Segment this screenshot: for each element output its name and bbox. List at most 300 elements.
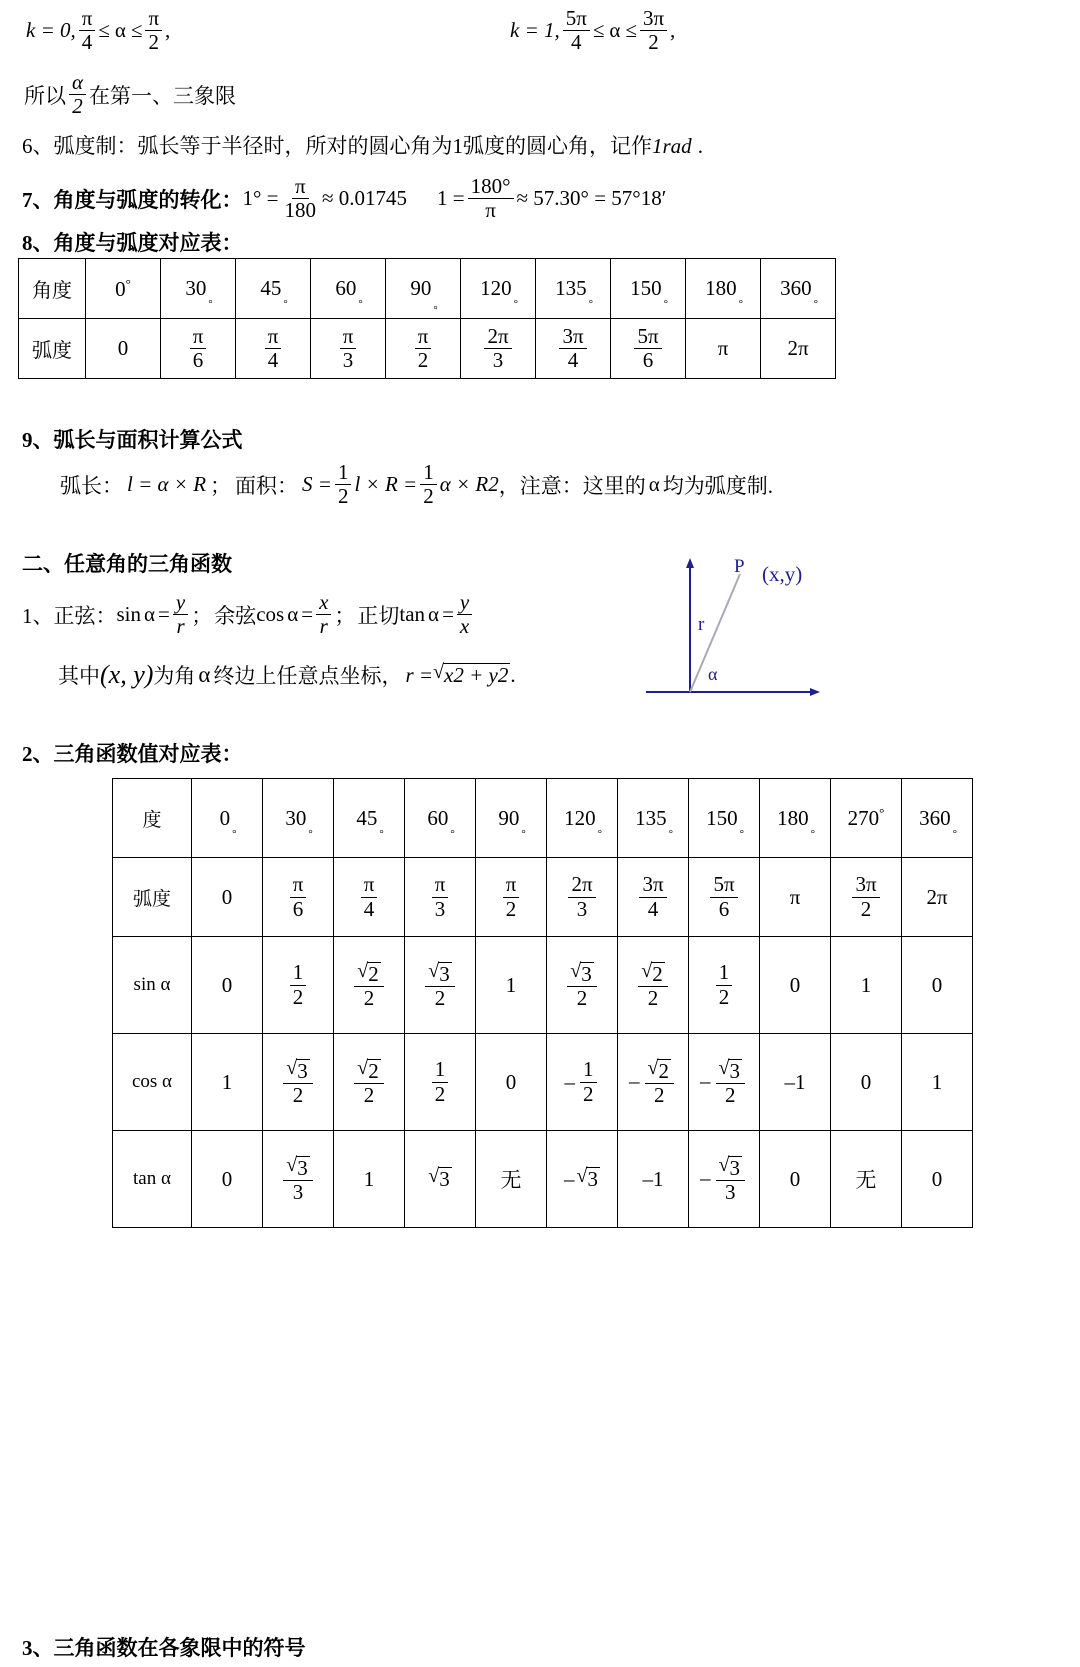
degree-symbol: ° (433, 304, 438, 316)
point-alpha: α (198, 662, 211, 687)
degree-value: $0^\circ$ (219, 805, 237, 840)
area-tail: α × R2 (439, 472, 499, 497)
table-cell (618, 779, 689, 858)
item-6-period: . (697, 134, 703, 158)
table-cell (547, 858, 618, 937)
fraction: $\frac{1}{2}$ (432, 1059, 449, 1105)
table-cell (236, 259, 311, 319)
math-value (429, 1059, 452, 1105)
table-cell (686, 319, 761, 379)
degree-value: $120^\circ$ (564, 805, 602, 840)
rel-le-2: ≤ (130, 18, 143, 43)
square-root: √ 3 (428, 960, 450, 987)
trig-point-definition (58, 660, 516, 690)
minus-sign: – (564, 1166, 575, 1191)
sin-alpha: α (144, 602, 156, 627)
item-2-heading: 2、三角函数值对应表： (22, 742, 243, 766)
item-6-text: 6、弧度制：弧长等于半径时，所对的圆心角为1弧度的圆心角，记作 (22, 134, 652, 158)
plain-value: 0 (505, 1069, 517, 1094)
plain-value: 1 (363, 1166, 375, 1191)
table-cell (161, 319, 236, 379)
math-value (790, 885, 801, 910)
degree-value: $30^\circ$ (285, 805, 313, 840)
table-row-radian (113, 858, 973, 937)
rel-le-1: ≤ (98, 18, 110, 43)
item-6-math: 1rad (652, 134, 692, 158)
table-cell (263, 1131, 334, 1228)
table-cell (760, 858, 831, 937)
table-cell (689, 858, 760, 937)
eq-2: = (301, 602, 314, 627)
degree-value: $180^\circ$ (777, 805, 815, 840)
math-value (428, 1167, 451, 1190)
fraction: $\frac{1}{2}$ (580, 1059, 597, 1105)
fraction: √ 2 2 (354, 960, 383, 1009)
fraction: $\frac{\pi}{4}$ (265, 326, 282, 372)
table-cell (902, 1034, 973, 1131)
fraction: √ 3 2 (567, 960, 596, 1009)
fraction: √ 2 2 (638, 960, 667, 1009)
table-cell (405, 858, 476, 937)
math-value (564, 960, 599, 1009)
fraction: √ 2 2 (354, 1057, 383, 1106)
table-cell (760, 1131, 831, 1228)
table-cell (902, 937, 973, 1034)
math-value (564, 1167, 600, 1192)
fraction: $\frac{3\pi}{4}$ (559, 326, 586, 372)
area-mid: l × R = (354, 472, 418, 497)
degree-symbol: ° (125, 275, 131, 291)
arc-length-formula: l = α × R (127, 472, 207, 497)
table-cell (902, 1131, 973, 1228)
row-label-radian: 弧度 (113, 858, 192, 937)
fraction: $\frac{\pi}{3}$ (432, 874, 449, 920)
degree-value: $180^\circ$ (705, 276, 743, 310)
x-axis-arrow (810, 688, 820, 696)
fraction: $\frac{2\pi}{3}$ (568, 874, 595, 920)
plain-value: 无 (855, 1168, 877, 1192)
fraction-3pi-over-2: $\frac{3\pi}{2}$ (640, 8, 667, 54)
table-row-tan (113, 1131, 973, 1228)
conclusion-prefix: 所以 (24, 83, 66, 108)
table-cell (611, 319, 686, 379)
table-cell (689, 1131, 760, 1228)
table-cell (476, 858, 547, 937)
point-coordinates: (x, y) (100, 660, 154, 689)
degree-value: $150^\circ$ (630, 276, 668, 310)
degree-symbol: ° (308, 827, 313, 840)
plain-value: –1 (784, 1069, 806, 1094)
arc-length-label: 弧长： (60, 473, 123, 498)
math-value (556, 323, 589, 372)
trig-definitions-line (22, 592, 475, 638)
item-6-radian-definition (22, 130, 703, 160)
degree-value: $135^\circ$ (635, 805, 673, 840)
cos-name: cos (256, 602, 285, 627)
degree-value: $45^\circ$ (356, 805, 384, 840)
row-label-tan: tan α (113, 1131, 192, 1228)
row-label-degree: 角度 (19, 259, 86, 319)
row-label-degree: 度 (113, 779, 192, 858)
table-cell (760, 779, 831, 858)
table-cell (263, 779, 334, 858)
table-row-radians (19, 319, 836, 379)
row-label-cos: cos α (113, 1034, 192, 1131)
fraction: $\frac{3\pi}{2}$ (852, 874, 879, 920)
plain-value: 0 (221, 972, 233, 997)
rel-le-3: ≤ (592, 18, 605, 43)
math-value (932, 973, 943, 998)
table-cell (86, 259, 161, 319)
degree-value: $150^\circ$ (706, 805, 744, 840)
cosine-label: 余弦 (214, 603, 257, 628)
math-value (861, 1070, 872, 1095)
k-value-left: k = 0, (26, 18, 76, 43)
math-value (787, 336, 808, 361)
math-value (337, 323, 360, 372)
fraction-pi-over-4: $\frac{\pi}{4}$ (79, 8, 96, 54)
angle-alpha-label: α (708, 664, 718, 684)
square-root: √ 3 (286, 1154, 308, 1181)
item-8-heading: 8、角度与弧度对应表： (22, 231, 243, 255)
table-cell (689, 1034, 760, 1131)
table-cell (476, 779, 547, 858)
table-cell (405, 779, 476, 858)
fraction: $\frac{\pi}{4}$ (361, 874, 378, 920)
table-cell (689, 937, 760, 1034)
table-cell (263, 1034, 334, 1131)
fraction-5pi-over-4: $\frac{5\pi}{4}$ (563, 8, 590, 54)
math-value (785, 1070, 806, 1095)
table-cell (334, 1131, 405, 1228)
degree-value: $45^\circ$ (260, 276, 288, 310)
math-value (790, 973, 801, 998)
item-7-expr1-approx: ≈ 0.01745 (322, 186, 408, 211)
fraction-y-over-x: $\frac{y}{x}$ (457, 592, 472, 638)
square-root: √ 3 (428, 1165, 450, 1192)
degree-symbol: ° (283, 298, 288, 310)
area-note-tail: 均为弧度制. (662, 473, 774, 498)
square-root: √ 2 (641, 960, 663, 987)
separator-semicolon: ； (210, 473, 232, 498)
square-root: √ 3 (718, 1154, 740, 1181)
table-cell (311, 259, 386, 319)
math-value (187, 323, 210, 372)
item-9-formulas (60, 462, 773, 508)
degree-value: 0° (115, 275, 131, 301)
degree-value: $360^\circ$ (780, 276, 818, 310)
table-cell (405, 937, 476, 1034)
tan-alpha: α (428, 602, 440, 627)
table-cell (611, 259, 686, 319)
math-value (700, 1057, 748, 1106)
fraction: $\frac{5\pi}{6}$ (634, 326, 661, 372)
table-row-degrees (19, 259, 836, 319)
degree-symbol: ° (379, 827, 384, 840)
table-cell (902, 858, 973, 937)
degree-value: $135^\circ$ (555, 276, 593, 310)
math-value (932, 1070, 943, 1095)
plain-value: π (717, 336, 729, 360)
math-value (287, 874, 310, 920)
item-3-heading: 3、三角函数在各象限中的符号 (22, 1636, 306, 1660)
degree-symbol: ° (813, 298, 818, 310)
y-axis-arrow (686, 558, 694, 568)
math-value (222, 1167, 233, 1192)
quadrant-range-left (26, 8, 170, 54)
minus-sign: – (629, 1069, 640, 1094)
math-value (856, 1164, 877, 1194)
plain-value: 1 (221, 1069, 233, 1094)
table-cell (461, 319, 536, 379)
point-mid: 为角 (153, 664, 196, 688)
table-row-degree (113, 779, 973, 858)
square-root: √ 2 (357, 1057, 379, 1084)
fraction: √ 3 2 (716, 1057, 745, 1106)
sin-name: sin (116, 602, 142, 627)
degree-symbol: ° (597, 827, 602, 840)
table-cell (618, 1131, 689, 1228)
degree-symbol: ° (513, 298, 518, 310)
item-7-conversion (22, 176, 666, 222)
section-2-heading: 二、任意角的三角函数 (22, 552, 232, 576)
degree-symbol: ° (810, 827, 815, 840)
table-cell (760, 1034, 831, 1131)
math-value (222, 973, 233, 998)
degree-symbol: ° (358, 298, 363, 310)
table-cell (831, 937, 902, 1034)
angle-coordinate-diagram (636, 552, 826, 702)
table-cell (618, 1034, 689, 1131)
table-cell (476, 1034, 547, 1131)
degree-symbol: ° (739, 827, 744, 840)
fraction-180-over-pi: $\frac{180^\circ}{\pi}$ (468, 176, 514, 222)
table-cell (161, 259, 236, 319)
math-value (351, 960, 386, 1009)
math-value (849, 874, 882, 920)
tangent-label: 正切 (357, 603, 400, 628)
math-value (222, 1070, 233, 1095)
math-value (565, 1059, 600, 1105)
fraction: $\frac{2\pi}{3}$ (484, 326, 511, 372)
math-value (629, 1057, 677, 1106)
math-value (351, 1057, 386, 1106)
table-cell (236, 319, 311, 379)
table-cell (536, 319, 611, 379)
rel-le-4: ≤ (625, 18, 637, 43)
square-root: √ 3 (570, 960, 592, 987)
item-7-expr2-approx: ≈ 57.30° = 57°18′ (516, 186, 667, 211)
math-value (635, 960, 670, 1009)
fraction-one-half-a: $\frac{1}{2}$ (335, 462, 352, 508)
plain-value: 2π (787, 336, 809, 360)
fraction: $\frac{5\pi}{6}$ (710, 874, 737, 920)
math-value (280, 1057, 315, 1106)
math-value (287, 962, 310, 1008)
degree-symbol: ° (952, 827, 957, 840)
table-cell (405, 1131, 476, 1228)
square-root: √ 3 (718, 1057, 740, 1084)
math-value (790, 1167, 801, 1192)
square-root: √ 3 (576, 1165, 598, 1192)
table-cell (831, 1131, 902, 1228)
fraction: $\frac{3\pi}{4}$ (639, 874, 666, 920)
degree-value: $90^\circ$ (410, 276, 438, 316)
item-9-heading: 9、弧长与面积计算公式 (22, 428, 243, 452)
sine-lead: 1、正弦： (22, 603, 117, 628)
row-label-sin: sin α (113, 937, 192, 1034)
sep-2: ； (334, 603, 356, 628)
table-cell (902, 779, 973, 858)
plain-value: 0 (221, 884, 233, 909)
fraction: √ 3 3 (716, 1154, 745, 1203)
square-root: √ 3 (286, 1057, 308, 1084)
math-value (926, 885, 947, 910)
degree-value: $60^\circ$ (427, 805, 455, 840)
sep-1: ； (191, 603, 213, 628)
table-cell (192, 1034, 263, 1131)
alpha-left: α (114, 18, 126, 43)
fraction-one-half-b: $\frac{1}{2}$ (420, 462, 437, 508)
math-value (932, 1167, 943, 1192)
table-cell (760, 937, 831, 1034)
table-cell (311, 319, 386, 379)
plain-value: 1 (860, 972, 872, 997)
math-value (565, 874, 598, 920)
square-root: √ 2 (357, 960, 379, 987)
point-lead: 其中 (58, 664, 100, 688)
table-cell (263, 937, 334, 1034)
fraction-x-over-r: $\frac{x}{r}$ (316, 592, 331, 638)
degree-value: $30^\circ$ (185, 276, 213, 310)
table-cell (831, 1034, 902, 1131)
plain-value: 0 (789, 1166, 801, 1191)
eq-1: = (158, 602, 170, 627)
area-label: 面积： (235, 473, 299, 498)
item-7-heading: 7、角度与弧度的转化： (22, 187, 243, 212)
math-value (861, 973, 872, 998)
degree-symbol: ° (588, 298, 593, 310)
table-cell (405, 1034, 476, 1131)
fraction: √ 3 2 (283, 1057, 312, 1106)
degree-symbol: ° (450, 827, 455, 840)
degree-value: $60^\circ$ (335, 276, 363, 310)
plain-value: 0 (789, 972, 801, 997)
table-row-sin (113, 937, 973, 1034)
math-value (412, 323, 435, 372)
item-7-expr1-lead: 1° = (242, 186, 279, 211)
math-value (707, 874, 740, 920)
table-cell (263, 858, 334, 937)
degree-value: 270° (847, 805, 885, 830)
area-lead: S = (302, 472, 332, 497)
quadrant-range-right (510, 8, 675, 54)
area-note-alpha: α (648, 472, 660, 497)
plain-value: 1 (931, 1069, 943, 1094)
math-value (501, 1164, 522, 1194)
fraction-alpha-over-2: $\frac{\alpha}{2}$ (69, 72, 86, 118)
degree-symbol: ° (663, 298, 668, 310)
degree-value: $90^\circ$ (498, 805, 526, 840)
fraction: $\frac{\pi}{2}$ (503, 874, 520, 920)
table-cell (334, 858, 405, 937)
fraction: $\frac{1}{2}$ (716, 962, 733, 1008)
k-value-right: k = 1, (510, 18, 560, 43)
table-cell (386, 259, 461, 319)
comma-left: , (165, 18, 171, 43)
table-cell (547, 779, 618, 858)
fraction: √ 3 3 (283, 1154, 312, 1203)
degree-value: $120^\circ$ (480, 276, 518, 310)
math-value (262, 323, 285, 372)
point-mid-2: 终边上任意点坐标， (213, 664, 403, 688)
minus-sign: – (564, 1069, 575, 1094)
math-value (631, 323, 664, 372)
conclusion-suffix: 在第一、三象限 (89, 83, 237, 108)
table-cell (761, 319, 836, 379)
radius-label: r (698, 614, 705, 635)
point-p-label: P (734, 556, 745, 577)
fraction: $\frac{\pi}{6}$ (190, 326, 207, 372)
degree-symbol: ° (879, 805, 885, 820)
math-value (481, 323, 514, 372)
fraction: $\frac{\pi}{2}$ (415, 326, 432, 372)
table-cell (547, 1131, 618, 1228)
fraction: √ 3 2 (425, 960, 454, 1009)
minus-sign: – (700, 1166, 711, 1191)
math-value (700, 1154, 748, 1203)
plain-value: 无 (500, 1168, 522, 1192)
math-value (718, 336, 729, 361)
math-value (222, 885, 233, 910)
r-equation-lead: r = (405, 662, 434, 687)
table-cell (618, 937, 689, 1034)
table-cell (334, 937, 405, 1034)
table-cell (192, 858, 263, 937)
table-cell (334, 779, 405, 858)
table-cell (689, 779, 760, 858)
table-cell (686, 259, 761, 319)
minus-sign: – (700, 1069, 711, 1094)
math-value (118, 336, 129, 361)
table-cell (192, 779, 263, 858)
tan-name: tan (399, 602, 426, 627)
plain-value: 0 (931, 1166, 943, 1191)
math-value (364, 1167, 375, 1192)
math-value (506, 973, 517, 998)
table-cell (618, 858, 689, 937)
math-value (280, 1154, 315, 1203)
degree-symbol: ° (668, 827, 673, 840)
square-root: √ 2 (647, 1057, 669, 1084)
fraction: $\frac{1}{2}$ (290, 962, 307, 1008)
table-cell (461, 259, 536, 319)
point-coords-label: (x,y) (762, 562, 803, 586)
table-cell (536, 259, 611, 319)
plain-value: –1 (642, 1166, 664, 1191)
math-value (506, 1070, 517, 1095)
degree-symbol: ° (208, 298, 213, 310)
degree-symbol: ° (521, 827, 526, 840)
degree-value: $360^\circ$ (919, 805, 957, 840)
table-cell (831, 858, 902, 937)
math-value (422, 960, 457, 1009)
cos-alpha: α (287, 602, 299, 627)
math-value (643, 1167, 664, 1192)
math-value (500, 874, 523, 920)
line2-end: . (510, 662, 516, 687)
fraction: $\frac{\pi}{6}$ (290, 874, 307, 920)
